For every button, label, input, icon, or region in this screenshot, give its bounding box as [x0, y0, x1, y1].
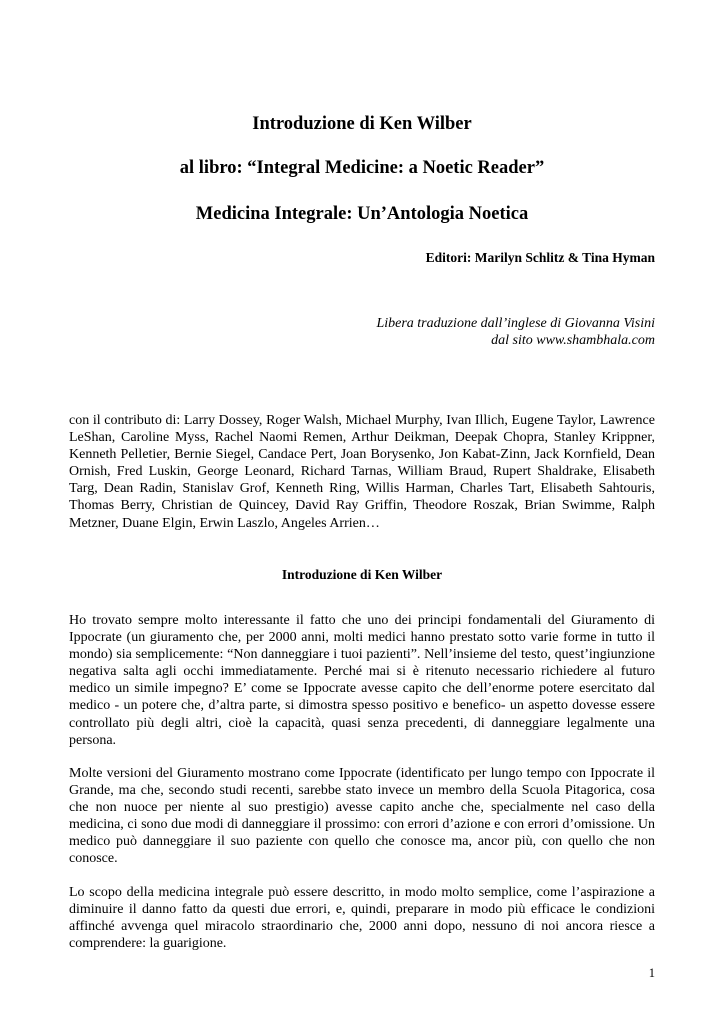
title-line-1: Introduzione di Ken Wilber: [252, 114, 472, 134]
section-heading: Introduzione di Ken Wilber: [281, 567, 443, 582]
contributors-paragraph: con il contributo di: Larry Dossey, Roger Walsh, Michael Murphy, Ivan Illich, Eugene Taylor, Lawrence LeShan, Caroline Myss, Rachel Naomi Remen, Arthur Deikman, Deepak Chopra, Stanley Krippner, Kenneth Pelletier, Bernie Siegel, Candace Pert, Joan Borysenko, Jon Kabat-Zinn, Jack Kornfield, Dean Ornish, Fred Luskin, George Leonard, Richard Tarnas, William Braud, Rupert Shaldrake, Elisabeth Targ, Dean Radin, Stanislav Grof, Kenneth Ring, Willis Harman, Charles Tart, Elisabeth Sahtouris, Thomas Berry, Christian de Quincey, David Ray Griffin, Theodore Roszak, Brian Swimme, Ralph Metzner, Duane Elgin, Erwin Laszlo, Angeles Arrien…: [69, 413, 655, 531]
body-paragraph-1: Ho trovato sempre molto interessante il fatto che uno dei principi fondamentali del Giuramento di Ippocrate (un giuramento che, per 2000 anni, molti medici hanno prestato sotto varie forme in tutto il mondo) sia semplicemente: “Non danneggiare i tuoi pazienti”. Nell’insieme del testo, quest’ingiunzione negativa salta agli occhi immediatamente. Perché mai si è ritenuto necessario richiedere al futuro medico un simile impegno? E’ come se Ippocrate avesse capito che dell’enorme potere esercitato dal medico - un potere che, d’altra parte, si dimostra spesso positivo e benefico- un aspetto dovesse essere controllato più degli altri, cioè la capacità, quasi senza precedenti, di danneggiare legalmente una persona.: [69, 613, 655, 748]
title-line-3: Medicina Integrale: Un’Antologia Noetica: [195, 204, 529, 224]
body-paragraph-3: Lo scopo della medicina integrale può essere descritto, in modo molto semplice, come l’aspirazione a diminuire il danno fatto da questi due errori, e, quindi, preparare in modo più efficace le condizioni affinché avvenga quel miracolo straordinario che, 2000 anni dopo, nessuno di noi ancora riesce a comprendere: la guarigione.: [69, 885, 655, 952]
body-paragraph-2: Molte versioni del Giuramento mostrano come Ippocrate (identificato per lungo tempo con Ippocrate il Grande, ma che, secondo studi recenti, sarebbe stato invece un membro della Scuola Pitagorica, cosa che non nuoce per niente al suo prestigio) avesse capito anche che, specialmente nel caso della medicina, ci sono due modi di danneggiare il prossimo: con errori d’azione e con errori d’omissione. Un medico può danneggiare il suo paziente con quello che conosce ma, ancor più, con quello che non conosce.: [69, 766, 655, 867]
editors-line: Editori: Marilyn Schlitz & Tina Hyman: [425, 250, 655, 265]
translation-credit: [376, 315, 655, 349]
translation-line-1: Libera traduzione dall’inglese di Giovanna Visini: [376, 316, 655, 331]
page-number: 1: [648, 966, 655, 980]
translation-line-2: dal sito www.shambhala.com: [491, 333, 655, 348]
title-line-2: al libro: “Integral Medicine: a Noetic Reader”: [179, 158, 545, 178]
